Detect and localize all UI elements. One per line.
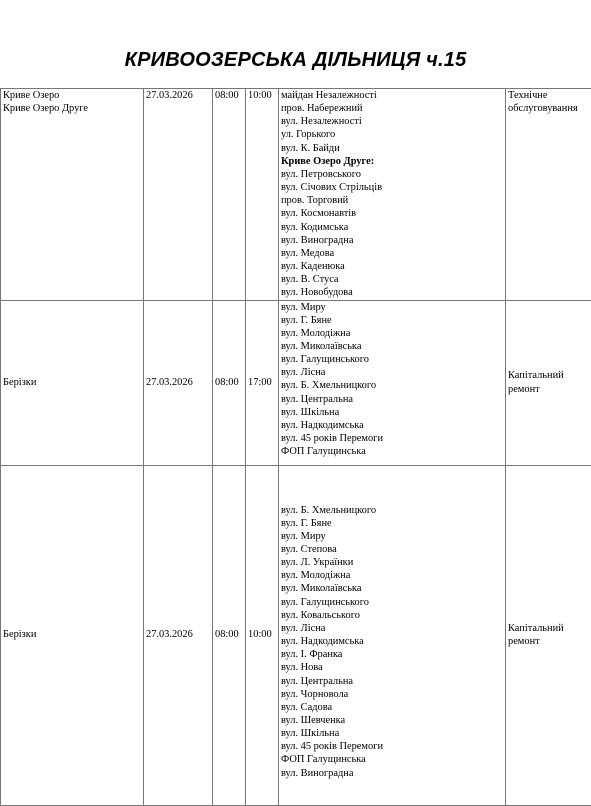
street-item: вул. Каденюка bbox=[281, 260, 503, 273]
street-item: вул. Петровського bbox=[281, 168, 503, 181]
street-item: вул. К. Байди bbox=[281, 142, 503, 155]
street-item: вул. Б. Хмельницкого bbox=[281, 504, 503, 517]
outage-schedule-table bbox=[0, 88, 591, 806]
street-item: вул. Садова bbox=[281, 701, 503, 714]
end-time-cell: 10:00 bbox=[246, 465, 279, 805]
work-type-cell: Капітальний ремонт bbox=[506, 465, 591, 805]
streets-cell bbox=[279, 300, 506, 465]
start-time-cell: 08:00 bbox=[213, 465, 246, 805]
table-row bbox=[1, 89, 591, 301]
street-item: вул. Шкільна bbox=[281, 727, 503, 740]
street-item: вул. Незалежності bbox=[281, 115, 503, 128]
street-item: вул. Г. Бяне bbox=[281, 517, 503, 530]
street-item: вул. Виноградна bbox=[281, 767, 503, 780]
street-item: вул. Нова bbox=[281, 661, 503, 674]
table-row bbox=[1, 300, 591, 465]
settlement-cell bbox=[1, 300, 144, 465]
date-cell: 27.03.2026 bbox=[144, 300, 213, 465]
street-item: вул. Л. Українки bbox=[281, 556, 503, 569]
street-item: ФОП Галущинська bbox=[281, 445, 503, 458]
street-item: вул. Молодіжна bbox=[281, 569, 503, 582]
street-item: вул. В. Стуса bbox=[281, 273, 503, 286]
street-item: вул. Лісна bbox=[281, 622, 503, 635]
streets-cell bbox=[279, 89, 506, 301]
street-item: вул. Степова bbox=[281, 543, 503, 556]
settlement-cell bbox=[1, 89, 144, 301]
street-item: вул. Шкільна bbox=[281, 406, 503, 419]
street-item: вул. Чорновола bbox=[281, 688, 503, 701]
street-item: вул. Галущинського bbox=[281, 353, 503, 366]
street-item: вул. Миру bbox=[281, 530, 503, 543]
end-time-cell: 17:00 bbox=[246, 300, 279, 465]
work-type-cell: Технічне обслуговування bbox=[506, 89, 591, 301]
settlement-name: Берізки bbox=[3, 628, 141, 641]
street-item: вул. Центральна bbox=[281, 675, 503, 688]
street-item: ФОП Галущинська bbox=[281, 753, 503, 766]
date-cell: 27.03.2026 bbox=[144, 89, 213, 301]
street-item: вул. І. Франка bbox=[281, 648, 503, 661]
street-item: вул. Шевченка bbox=[281, 714, 503, 727]
settlement-name: Криве Озеро bbox=[3, 89, 141, 102]
street-item: вул. Надкодимська bbox=[281, 419, 503, 432]
street-group-heading: Криве Озеро Друге: bbox=[281, 155, 503, 168]
settlement-cell bbox=[1, 465, 144, 805]
street-item: вул. Г. Бяне bbox=[281, 314, 503, 327]
page-title: КРИВООЗЕРСЬКА ДІЛЬНИЦЯ ч.15 bbox=[0, 49, 591, 72]
street-item: вул. Галущинського bbox=[281, 596, 503, 609]
street-item: вул. 45 років Перемоги bbox=[281, 432, 503, 445]
street-item: вул. Новобудова bbox=[281, 286, 503, 299]
street-item: вул. Кодимська bbox=[281, 221, 503, 234]
work-type-cell: Капітальний ремонт bbox=[506, 300, 591, 465]
street-item: вул. Надкодимська bbox=[281, 635, 503, 648]
street-item: вул. Ковальського bbox=[281, 609, 503, 622]
street-item: вул. Молодіжна bbox=[281, 327, 503, 340]
street-item: вул. Космонавтів bbox=[281, 207, 503, 220]
street-item: пров. Набережний bbox=[281, 102, 503, 115]
street-item: вул. Лісна bbox=[281, 366, 503, 379]
street-item: пров. Торговий bbox=[281, 194, 503, 207]
street-item: вул. Центральна bbox=[281, 393, 503, 406]
street-item: вул. Миколаївська bbox=[281, 582, 503, 595]
street-item: вул. Б. Хмельницкого bbox=[281, 379, 503, 392]
street-item: вул. Миколаївська bbox=[281, 340, 503, 353]
start-time-cell: 08:00 bbox=[213, 300, 246, 465]
streets-cell bbox=[279, 465, 506, 805]
street-item: ул. Горького bbox=[281, 128, 503, 141]
settlement-name: Берізки bbox=[3, 376, 141, 389]
street-item: вул. Миру bbox=[281, 301, 503, 314]
street-item: вул. Медова bbox=[281, 247, 503, 260]
street-item: майдан Незалежності bbox=[281, 89, 503, 102]
street-item: вул. Виноградна bbox=[281, 234, 503, 247]
street-item: вул. Січових Стрільців bbox=[281, 181, 503, 194]
end-time-cell: 10:00 bbox=[246, 89, 279, 301]
street-item: вул. 45 років Перемоги bbox=[281, 740, 503, 753]
table-row bbox=[1, 465, 591, 805]
start-time-cell: 08:00 bbox=[213, 89, 246, 301]
date-cell: 27.03.2026 bbox=[144, 465, 213, 805]
settlement-name: Криве Озеро Друге bbox=[3, 102, 141, 115]
